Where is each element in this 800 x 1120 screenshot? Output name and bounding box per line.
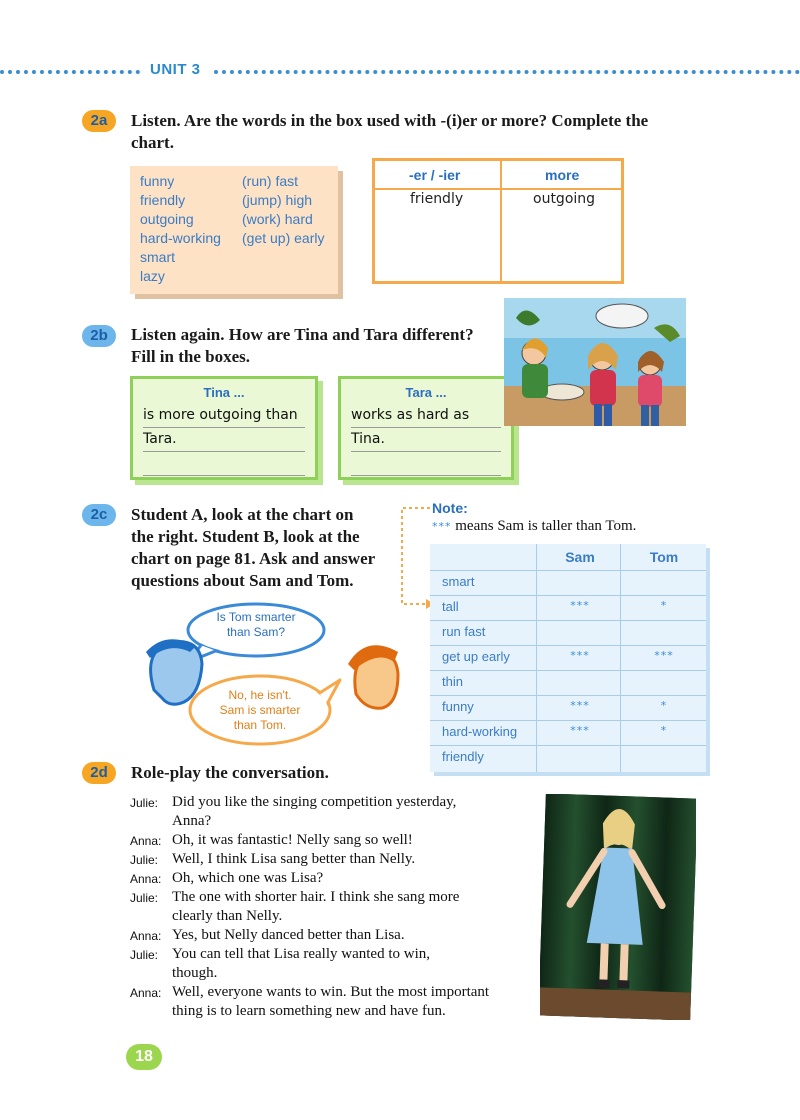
bubble-question-line: than Sam? bbox=[226, 625, 286, 639]
table-row bbox=[430, 570, 706, 596]
word-item: (run) fast bbox=[242, 173, 299, 189]
dialogue-line: You can tell that Lisa really wanted to win, bbox=[172, 946, 431, 962]
section-tag-2b: 2b bbox=[82, 325, 116, 347]
dialogue-line: Well, I think Lisa sang better than Nelly. bbox=[172, 851, 416, 867]
speaker: Julie: bbox=[130, 853, 159, 867]
bubble-answer bbox=[198, 688, 322, 733]
tara-box bbox=[338, 376, 514, 480]
chart-header-er: -er / -ier bbox=[409, 167, 461, 183]
row-label: thin bbox=[442, 674, 463, 689]
speaker: Julie: bbox=[130, 796, 159, 810]
row-label: smart bbox=[442, 574, 475, 589]
table-row bbox=[430, 695, 706, 721]
table-row bbox=[430, 595, 706, 621]
bubble-answer-line: Sam is smarter bbox=[219, 703, 301, 717]
chart-cell-more: outgoing bbox=[533, 191, 596, 207]
tina-box bbox=[130, 376, 318, 480]
instruction-2a-line2: chart. bbox=[131, 133, 174, 152]
row-sam: *** bbox=[570, 599, 590, 612]
table-row bbox=[430, 645, 706, 671]
dialogue-line: Oh, it was fantastic! Nelly sang so well! bbox=[172, 832, 413, 848]
row-label: get up early bbox=[442, 649, 510, 664]
section-tag-2c: 2c bbox=[82, 504, 116, 526]
instruction-2d: Role-play the conversation. bbox=[131, 763, 329, 782]
singer-photo bbox=[540, 794, 696, 1020]
row-sam: *** bbox=[570, 724, 590, 737]
instruction-2b-line2: Fill in the boxes. bbox=[131, 347, 251, 366]
instruction-2c-line: the right. Student B, look at the bbox=[131, 527, 360, 546]
row-label: run fast bbox=[442, 624, 486, 639]
word-item: friendly bbox=[140, 192, 186, 208]
instruction-2c-line: Student A, look at the chart on bbox=[131, 505, 354, 524]
row-label: funny bbox=[442, 699, 474, 714]
header-dotted-rule-right bbox=[214, 70, 800, 74]
dialogue-line: Did you like the singing competition yesterday, bbox=[172, 794, 457, 810]
header-dotted-rule-left bbox=[0, 70, 140, 74]
section-tag-2a: 2a bbox=[82, 110, 116, 132]
row-tom: * bbox=[660, 599, 668, 612]
row-tom: * bbox=[660, 699, 668, 712]
word-item: funny bbox=[140, 173, 175, 189]
table-row bbox=[430, 745, 706, 770]
row-sam: *** bbox=[570, 699, 590, 712]
note-text bbox=[432, 518, 636, 535]
dialogue-line: Well, everyone wants to win. But the most important bbox=[172, 984, 490, 1000]
dialogue-line: though. bbox=[172, 965, 218, 981]
speaker: Anna: bbox=[130, 929, 162, 943]
chart-cell-er: friendly bbox=[410, 191, 464, 207]
speaker: Anna: bbox=[130, 834, 162, 848]
word-item: smart bbox=[140, 249, 175, 265]
note-text-body: means Sam is taller than Tom. bbox=[455, 518, 637, 534]
speaker: Anna: bbox=[130, 986, 162, 1000]
note-stars: *** bbox=[432, 520, 452, 533]
row-label: friendly bbox=[442, 749, 484, 764]
word-item: lazy bbox=[140, 268, 165, 284]
friends-illustration bbox=[504, 298, 686, 426]
instruction-2c-line: questions about Sam and Tom. bbox=[131, 571, 354, 590]
speaker: Anna: bbox=[130, 872, 162, 886]
row-label: tall bbox=[442, 599, 459, 614]
bubble-question bbox=[196, 610, 316, 640]
comparative-chart bbox=[372, 158, 624, 284]
dialogue-line: The one with shorter hair. I think she sang more bbox=[172, 889, 460, 905]
note-title: Note: bbox=[432, 500, 468, 516]
instruction-2a-line1: Listen. Are the words in the box used with -(i)er or more? Complete the bbox=[131, 111, 649, 130]
tara-line: works as hard as bbox=[351, 407, 501, 428]
tara-line: Tina. bbox=[351, 431, 501, 452]
instruction-2b-line1: Listen again. How are Tina and Tara different? bbox=[131, 325, 474, 344]
sam-tom-table bbox=[430, 544, 706, 772]
table-header-tom: Tom bbox=[649, 549, 679, 565]
word-item: (work) hard bbox=[242, 211, 313, 227]
word-box bbox=[130, 166, 338, 294]
dialogue-line: clearly than Nelly. bbox=[172, 908, 283, 924]
table-header-sam: Sam bbox=[565, 549, 595, 565]
tina-box-header: Tina ... bbox=[203, 385, 245, 400]
chart-column-rule bbox=[500, 161, 502, 281]
page-number: 18 bbox=[126, 1044, 162, 1070]
row-sam: *** bbox=[570, 649, 590, 662]
bubble-answer-line: than Tom. bbox=[233, 718, 287, 732]
table-row bbox=[430, 670, 706, 696]
table-row bbox=[430, 620, 706, 646]
table-row bbox=[430, 720, 706, 746]
tina-line: Tara. bbox=[143, 431, 305, 452]
tara-line bbox=[351, 455, 501, 476]
word-item: (jump) high bbox=[242, 192, 313, 208]
row-tom: *** bbox=[654, 649, 674, 662]
dialogue-line: thing is to learn something new and have fun. bbox=[172, 1003, 446, 1019]
tina-line: is more outgoing than bbox=[143, 407, 305, 428]
chart-header-more: more bbox=[545, 167, 580, 183]
dialogue-line: Oh, which one was Lisa? bbox=[172, 870, 324, 886]
bubble-question-line: Is Tom smarter bbox=[216, 610, 296, 624]
word-item: outgoing bbox=[140, 211, 194, 227]
instruction-2c-line: chart on page 81. Ask and answer bbox=[131, 549, 376, 568]
chart-header-rule bbox=[375, 188, 621, 190]
dialogue-line: Anna? bbox=[172, 813, 212, 829]
row-label: hard-working bbox=[442, 724, 518, 739]
word-item: (get up) early bbox=[242, 230, 325, 246]
tina-line bbox=[143, 455, 305, 476]
bubble-answer-line: No, he isn't. bbox=[228, 688, 292, 702]
word-item: hard-working bbox=[140, 230, 221, 246]
speaker: Julie: bbox=[130, 948, 159, 962]
row-tom: * bbox=[660, 724, 668, 737]
section-tag-2d: 2d bbox=[82, 762, 116, 784]
tara-box-header: Tara ... bbox=[405, 385, 447, 400]
table-header-row bbox=[430, 544, 706, 571]
speaker: Julie: bbox=[130, 891, 159, 905]
unit-label: UNIT 3 bbox=[150, 61, 201, 78]
dialogue-line: Yes, but Nelly danced better than Lisa. bbox=[172, 927, 405, 943]
